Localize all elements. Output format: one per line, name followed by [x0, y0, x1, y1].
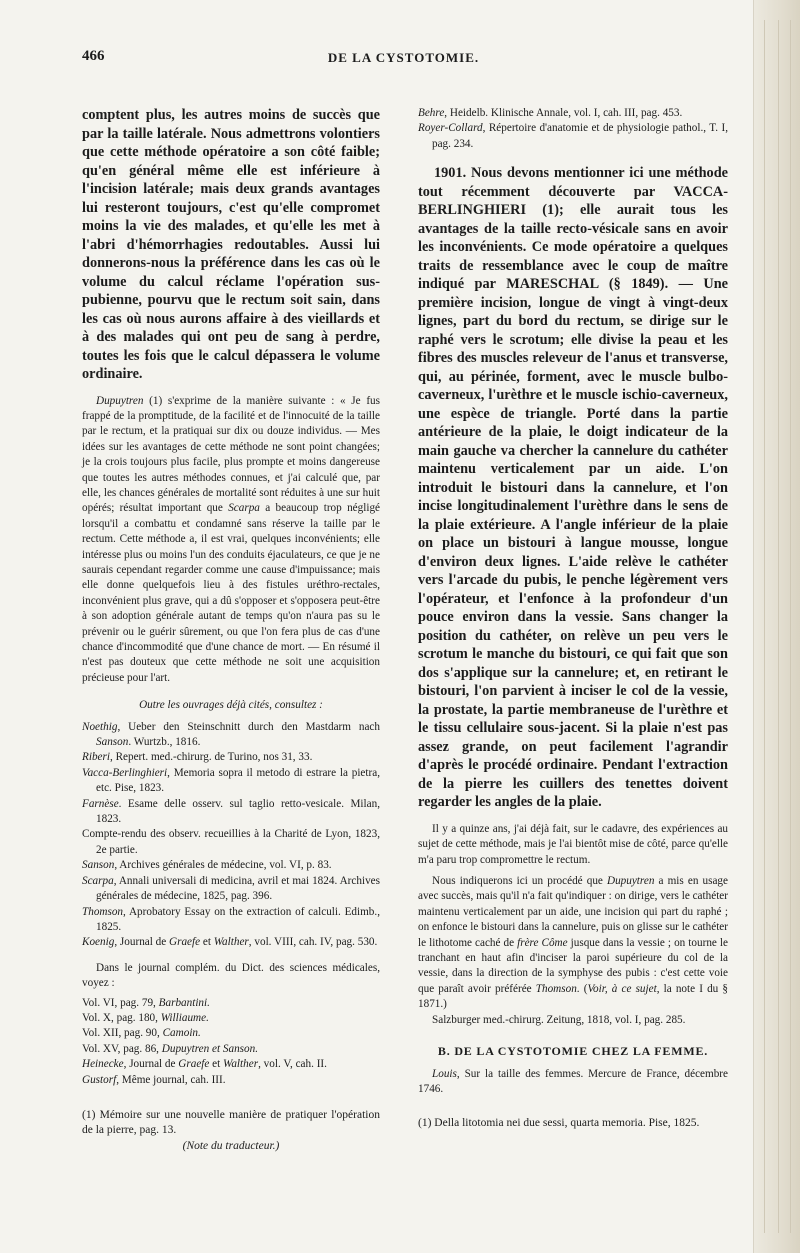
reference-item: Heinecke, Journal de Graefe et Walther, vol. V, cah. II.	[82, 1058, 327, 1071]
refs-intro: Outre les ouvrages déjà cités, consultez :	[139, 699, 323, 712]
reference-item: Noethig, Ueber den Steinschnitt durch den Mastdarm nach Sanson. Wurtzb., 1816.	[82, 720, 380, 749]
journal-item: Vol. XII, pag. 90, Camoin.	[82, 1027, 201, 1040]
right-note: Salzburger med.-chirurg. Zeitung, 1818, vol. I, pag. 285.	[432, 1013, 686, 1026]
left-column	[82, 106, 380, 1154]
right-note: Nous indiquerons ici un procédé que Dupuytren a mis en usage avec succès, mais qu'il n'a fait qu'indiquer : on dirige, vers le cathéter maintenu verticalement par un aide, une incision qui part du raphé ; on enfonce le bistouri dans la cannelure, puis on glisse sur le cathéter le lithotome caché de frère Côme jusque dans la vessie ; on tourne le tranchant en haut afin d'inciser la paroi supérieure du col de la vessie, dans la direction de la symphyse des pubis : c'est cette voie que paraît avoir préférée Thomson. (Voir, à ce sujet, la note I du § 1871.)	[418, 874, 728, 1011]
journal-item: Vol. XV, pag. 86, Dupuytren et Sanson.	[82, 1042, 258, 1055]
reference-item: Sanson, Archives générales de médecine, vol. VI, p. 83.	[82, 859, 332, 872]
reference-item: Koenig, Journal de Graefe et Walther, vol. VIII, cah. IV, pag. 530.	[82, 936, 378, 949]
journal-intro: Dans le journal complém. du Dict. des sciences médicales, voyez :	[82, 961, 380, 990]
footnote: (1) Della litotomia nei due sessi, quarta memoria. Pise, 1825.	[418, 1116, 700, 1129]
dupuytren-note: Dupuytren (1) s'exprime de la manière suivante : « Je fus frappé de la promptitude, de la facilité et de l'innocuité de la taille par le rectum, et la pratiquai sur dix ou douze individus. — Mes idées sur les avantages de cette méthode ne sont point changées; je la crois toujours plus facile, plus prompte et moins dangereuse que toutes les autres méthodes connues, et j'ai calculé que, par elle, les chances générales de mortalité sont réduites à une sur huit opérés; résultat important que Scarpa a beaucoup trop négligé lorsqu'il a combattu et condamné sans réserve la taille par le rectum. Cette méthode a, il est vrai, quelques inconvénients; elle intéresse plus ou moins l'un des conduits éjaculateurs, ce que je ne saurais cependant regarder comme une cause d'impuissance; mais elle donne quelquefois lieu à des fistules uréthro-rectales, inconvénient plus grave, qui a dû s'opposer et s'opposera peut-être à son adoption générale autant de temps qu'on n'aura pas su le prévenir ou le guérir sûrement, ou que l'on fera plus de cas d'une chance d'incommodité que d'une chance de mort. — En résumé il n'est pas douteux que cette méthode ne soit une acquisition précieuse pour l'art.	[82, 394, 380, 684]
reference-item: Compte-rendu des observ. recueillies à la Charité de Lyon, 1823, 2e partie.	[82, 828, 380, 856]
reference-item: Behre, Heidelb. Klinische Annale, vol. I, cah. III, pag. 453.	[418, 107, 683, 119]
journal-item: Vol. X, pag. 180, Williaume.	[82, 1011, 209, 1024]
right-column	[418, 106, 728, 1131]
page-edge	[753, 0, 800, 1253]
reference-item: Riberi, Repert. med.-chirurg. de Turino, nos 31, 33.	[82, 751, 313, 764]
page-number: 466	[82, 48, 105, 64]
page-header	[82, 48, 725, 70]
reference-item: Royer-Collard, Répertoire d'anatomie et de physiologie pathol., T. I, pag. 234.	[418, 122, 728, 150]
running-title: DE LA CYSTOTOMIE.	[327, 50, 480, 65]
reference-item: Farnèse. Esame delle osserv. sul taglio retto-vesicale. Milan, 1823.	[82, 797, 380, 826]
translator-note: (Note du traducteur.)	[182, 1139, 280, 1152]
journal-item: Vol. VI, pag. 79, Barbantini.	[82, 996, 210, 1009]
reference-item: Scarpa, Annali universali di medicina, avril et mai 1824. Archives générales de médecine, 1825, pag. 396.	[82, 874, 380, 903]
right-note: Il y a quinze ans, j'ai déjà fait, sur le cadavre, des expériences au sujet de cette méthode, mais je l'ai bientôt mise de côté, parce qu'elle m'a paru trop compromettre le rectum.	[418, 822, 728, 866]
reference-item: Vacca-Berlinghieri, Memoria sopra il metodo di estrare la pietra, etc. Pise, 1823.	[82, 766, 380, 795]
right-body-paragraph: 1901. Nous devons mentionner ici une méthode tout récemment découverte par VACCA-BERLINGHIERI (1); elle aurait tous les avantages de la taille recto-vésicale sans en avoir les inconvénients. Ce mode opératoire a quelques traits de ressemblance avec le coup de maître indiqué par MARESCHAL (§ 1849). — Une première incision, longue de vingt à vingt-deux lignes, part du bord du rectum, se dirige sur le raphé vers le scrotum; elle divise la peau et les fibres des muscles releveur de l'anus et transverse, qui, au périnée, forment, avec le muscle bulbo-caverneux, l'urèthre et le muscle ischio-caverneux, une espèce de triangle. Porté dans la partie antérieure de la plaie, le doigt indicateur de la main gauche va chercher la cannelure du cathéter maintenu verticalement par un aide. L'on introduit le bistouri dans la cannelure, et l'on incise longitudinalement l'urèthre dans le sens de la plaie extérieure. A l'angle inférieur de la plaie on place un bistouri à langue mousse, longue d'environ deux lignes. L'aide relève le cathéter vers l'arcade du pubis, le penche légèrement vers l'opérateur, et l'enfonce à la profondeur d'un pouce environ dans la vessie. Sans changer la position du cathéter, on relève un peu vers le scrotum le manche du bistouri, ce qui fait que son dos s'applique sur la cannelure; et, en retirant le bistouri, l'on parvient à inciser le col de la vessie, la prostate, la partie membraneuse de l'urèthre et le tissu cellulaire sous-jacent. Si la plaie n'est pas assez grande, on peut facilement l'agrandir d'après le procédé ordinaire. Pendant l'extraction de la pierre les cuillers des tenettes doivent regarder les angles de la plaie.	[418, 165, 728, 811]
reference-item: Thomson, Aprobatory Essay on the extraction of calculi. Edimb., 1825.	[82, 905, 380, 933]
left-body-paragraph: comptent plus, les autres moins de succès que par la taille latérale. Nous admettrons volontiers que cette méthode opératoire a son côté faible; qu'en général même elle est inférieure à l'incision latérale; mais deux grands avantages lui resteront toujours, c'est qu'elle compromet moins la vie des malades, et qu'elle les met à l'abri d'hémorrhagies redoutables. Aussi lui donnerons-nous la préférence dans les cas où le volume du calcul réclame l'opération sus-pubienne, pourvu que le rectum soit sain, dans les cas où nous aurons affaire à des vieillards et à des malades qui ont peu de sang à perdre, toutes les fois que le calcul dépassera le volume ordinaire.	[82, 107, 380, 382]
reference-item: Gustorf, Même journal, cah. III.	[82, 1073, 226, 1086]
section-heading: B. DE LA CYSTOTOMIE CHEZ LA FEMME.	[437, 1044, 709, 1058]
footnote: (1) Mémoire sur une nouvelle manière de pratiquer l'opération de la pierre, pag. 13.	[82, 1108, 380, 1137]
reference-item: Louis, Sur la taille des femmes. Mercure de France, décembre 1746.	[418, 1068, 728, 1096]
